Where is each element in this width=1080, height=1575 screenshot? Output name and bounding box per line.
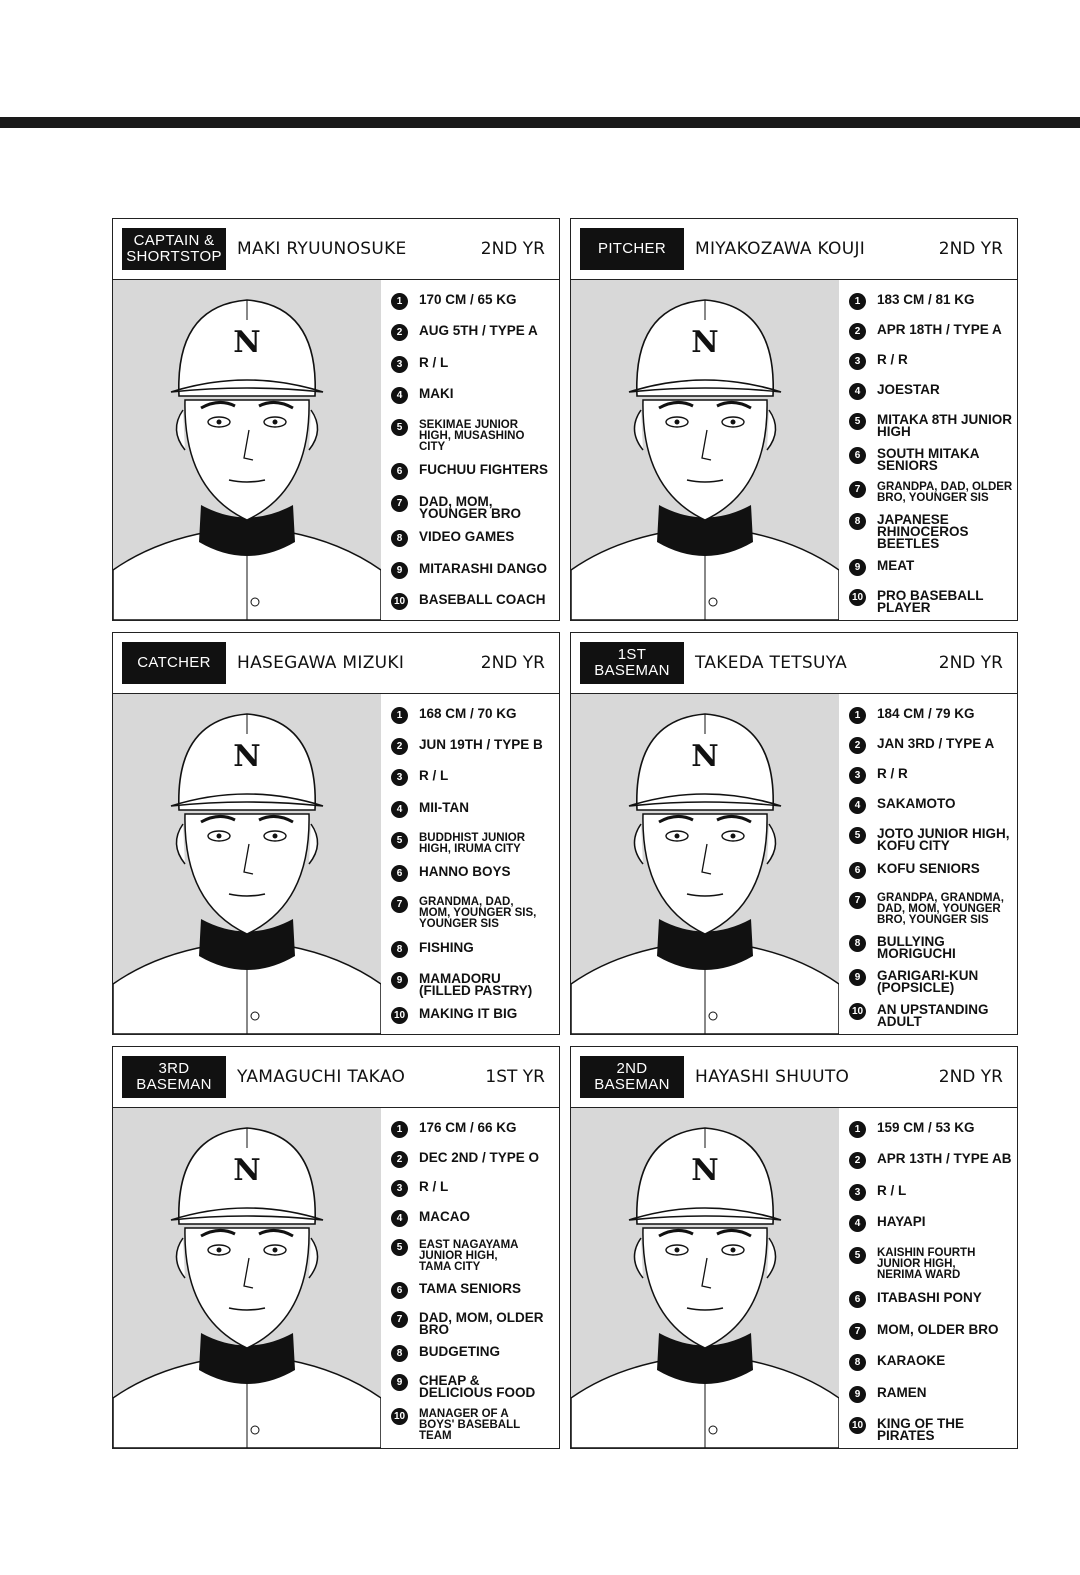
fact-text: R / L <box>419 354 449 370</box>
fact-number-badge: 7 <box>849 1323 866 1340</box>
fact-text: JOESTAR <box>877 382 940 397</box>
fact-text: MAKI <box>419 386 454 402</box>
fact-item <box>391 323 555 345</box>
fact-text: FUCHUU FIGHTERS <box>419 462 548 478</box>
fact-text: DAD, MOM, OLDER BRO <box>419 1310 544 1338</box>
fact-item <box>391 768 555 790</box>
fact-number-badge: 4 <box>391 387 408 404</box>
fact-text: APR 18TH / TYPE A <box>877 322 1002 337</box>
fact-text: 176 CM / 66 KG <box>419 1120 517 1135</box>
player-card-2 <box>570 218 1018 621</box>
fact-list <box>849 706 1013 1028</box>
fact-item <box>391 592 555 614</box>
fact-item <box>849 1246 1013 1281</box>
fact-item <box>849 796 1013 818</box>
fact-number-badge: 7 <box>391 495 408 512</box>
fact-number-badge: 1 <box>849 1121 866 1138</box>
fact-text: AN UPSTANDING ADULT <box>877 1001 989 1029</box>
fact-text: R / L <box>877 1182 907 1198</box>
fact-number-badge: 2 <box>391 1151 408 1168</box>
fact-number-badge: 7 <box>849 481 866 498</box>
fact-number-badge: 9 <box>391 562 408 579</box>
fact-number-badge: 3 <box>391 1180 408 1197</box>
player-card-5 <box>112 1046 560 1449</box>
fact-text: MEAT <box>877 558 915 573</box>
fact-number-badge: 9 <box>391 972 408 989</box>
player-card-1 <box>112 218 560 621</box>
fact-number-badge: 9 <box>849 1386 866 1403</box>
fact-item <box>849 861 1013 883</box>
fact-text: GRANDPA, DAD, OLDER BRO, YOUNGER SIS <box>877 481 1013 504</box>
fact-item <box>391 1407 555 1442</box>
fact-item <box>391 418 555 453</box>
fact-item <box>391 737 555 759</box>
fact-number-badge: 5 <box>849 413 866 430</box>
fact-number-badge: 7 <box>849 892 866 909</box>
fact-number-badge: 10 <box>391 1007 408 1024</box>
fact-item <box>849 934 1013 960</box>
player-portrait <box>571 1108 839 1448</box>
fact-number-badge: 2 <box>849 1152 866 1169</box>
fact-number-badge: 7 <box>391 896 408 913</box>
fact-number-badge: 1 <box>391 1121 408 1138</box>
fact-item <box>849 512 1013 550</box>
portrait-drawing <box>571 694 839 1034</box>
fact-item <box>849 1416 1013 1442</box>
player-portrait <box>113 280 381 620</box>
fact-item <box>391 1209 555 1231</box>
player-year: 2ND YR <box>938 239 1003 259</box>
fact-number-badge: 6 <box>849 447 866 464</box>
fact-item <box>391 1120 555 1142</box>
fact-number-badge: 4 <box>391 801 408 818</box>
fact-item <box>391 1310 555 1336</box>
fact-number-badge: 2 <box>391 324 408 341</box>
fact-number-badge: 7 <box>391 1311 408 1328</box>
fact-text: HAYAPI <box>877 1214 926 1230</box>
fact-item <box>849 891 1013 926</box>
fact-item <box>849 766 1013 788</box>
fact-item <box>391 494 555 520</box>
fact-text: GARIGARI-KUN (POPSICLE) <box>877 967 979 995</box>
fact-item <box>391 971 555 997</box>
fact-text: CHEAP & DELICIOUS FOOD <box>419 1373 536 1401</box>
fact-number-badge: 6 <box>391 463 408 480</box>
portrait-drawing <box>113 1108 381 1448</box>
fact-number-badge: 9 <box>849 559 866 576</box>
fact-number-badge: 2 <box>849 737 866 754</box>
fact-number-badge: 3 <box>849 767 866 784</box>
player-portrait <box>113 694 381 1034</box>
fact-text: 184 CM / 79 KG <box>877 706 975 721</box>
player-year: 2ND YR <box>938 653 1003 673</box>
card-header <box>571 633 1017 694</box>
fact-item <box>391 831 555 855</box>
fact-item <box>849 1353 1013 1375</box>
player-year: 1ST YR <box>485 1067 545 1087</box>
player-card-6 <box>570 1046 1018 1449</box>
fact-text: JUN 19TH / TYPE B <box>419 737 543 753</box>
fact-item <box>391 1281 555 1303</box>
fact-text: R / R <box>877 766 908 782</box>
fact-number-badge: 8 <box>391 941 408 958</box>
fact-text: HANNO BOYS <box>419 864 511 880</box>
fact-text: DAD, MOM, YOUNGER BRO <box>419 493 522 521</box>
fact-item <box>391 529 555 551</box>
portrait-drawing <box>113 694 381 1034</box>
fact-item <box>849 968 1013 994</box>
fact-text: MITARASHI DANGO <box>419 560 547 576</box>
fact-item <box>849 1214 1013 1236</box>
fact-item <box>391 1179 555 1201</box>
position-tag: 2ND BASEMAN <box>580 1056 684 1098</box>
fact-item <box>391 706 555 728</box>
fact-item <box>849 1120 1013 1142</box>
fact-text: KAISHIN FOURTH JUNIOR HIGH, NERIMA WARD <box>877 1246 976 1281</box>
fact-item <box>849 322 1013 344</box>
fact-text: VIDEO GAMES <box>419 529 515 545</box>
fact-number-badge: 3 <box>849 1184 866 1201</box>
fact-text: MITAKA 8TH JUNIOR HIGH <box>877 412 1012 439</box>
fact-number-badge: 8 <box>391 530 408 547</box>
fact-item <box>849 826 1013 852</box>
fact-number-badge: 6 <box>391 865 408 882</box>
player-name: YAMAGUCHI TAKAO <box>237 1067 406 1087</box>
fact-text: PRO BASEBALL PLAYER <box>877 588 984 615</box>
fact-item <box>391 800 555 822</box>
fact-text: MII-TAN <box>419 799 469 815</box>
fact-text: KARAOKE <box>877 1353 946 1369</box>
card-header <box>113 219 559 280</box>
player-name: TAKEDA TETSUYA <box>695 653 848 673</box>
fact-item <box>849 558 1013 580</box>
fact-number-badge: 5 <box>849 827 866 844</box>
fact-item <box>391 940 555 962</box>
fact-text: TAMA SENIORS <box>419 1280 522 1296</box>
fact-number-badge: 6 <box>391 1282 408 1299</box>
fact-number-badge: 5 <box>391 1239 408 1256</box>
position-tag: PITCHER <box>580 228 684 270</box>
fact-text: JOTO JUNIOR HIGH, KOFU CITY <box>877 826 1010 854</box>
position-tag: CATCHER <box>122 642 226 684</box>
position-tag: CAPTAIN & SHORTSTOP <box>122 228 226 270</box>
fact-text: R / L <box>419 1179 449 1195</box>
fact-text: BULLYING MORIGUCHI <box>877 933 956 961</box>
cap-logo: N <box>691 1153 719 1188</box>
portrait-drawing <box>571 1108 839 1448</box>
player-name: MIYAKOZAWA KOUJI <box>695 239 866 259</box>
fact-item <box>849 1183 1013 1205</box>
fact-text: SOUTH MITAKA SENIORS <box>877 446 980 473</box>
fact-number-badge: 5 <box>849 1247 866 1264</box>
fact-number-badge: 8 <box>849 1354 866 1371</box>
fact-number-badge: 10 <box>849 1003 866 1020</box>
fact-number-badge: 5 <box>391 832 408 849</box>
player-portrait <box>571 280 839 620</box>
player-year: 2ND YR <box>480 653 545 673</box>
fact-item <box>849 1322 1013 1344</box>
fact-number-badge: 9 <box>849 969 866 986</box>
fact-item <box>849 1002 1013 1028</box>
fact-number-badge: 10 <box>849 589 866 606</box>
fact-text: BASEBALL COACH <box>419 591 546 607</box>
card-header <box>571 1047 1017 1108</box>
cap-logo: N <box>691 325 719 360</box>
fact-text: BUDDHIST JUNIOR HIGH, IRUMA CITY <box>419 831 526 855</box>
fact-item <box>391 895 555 930</box>
cap-logo: N <box>691 739 719 774</box>
fact-item <box>391 1006 555 1028</box>
fact-text: MOM, OLDER BRO <box>877 1321 999 1337</box>
fact-number-badge: 1 <box>391 707 408 724</box>
fact-text: AUG 5TH / TYPE A <box>419 323 538 339</box>
fact-list <box>849 1120 1013 1442</box>
player-name: MAKI RYUUNOSUKE <box>237 239 407 259</box>
fact-item <box>849 412 1013 438</box>
player-name: HASEGAWA MIZUKI <box>237 653 405 673</box>
fact-text: KOFU SENIORS <box>877 860 980 876</box>
cap-logo: N <box>233 325 261 360</box>
fact-item <box>391 462 555 484</box>
fact-text: MAKING IT BIG <box>419 1005 518 1021</box>
fact-text: DEC 2ND / TYPE O <box>419 1149 540 1165</box>
fact-number-badge: 8 <box>391 1345 408 1362</box>
fact-number-badge: 10 <box>391 593 408 610</box>
fact-number-badge: 10 <box>849 1417 866 1434</box>
fact-item <box>391 1150 555 1172</box>
fact-text: SEKIMAE JUNIOR HIGH, MUSASHINO CITY <box>419 418 525 453</box>
fact-number-badge: 5 <box>391 419 408 436</box>
fact-text: GRANDPA, GRANDMA, DAD, MOM, YOUNGER BRO, YOUNGER SIS <box>877 891 1004 926</box>
fact-item <box>849 1385 1013 1407</box>
card-header <box>113 1047 559 1108</box>
fact-item <box>849 352 1013 374</box>
fact-item <box>849 588 1013 614</box>
player-name: HAYASHI SHUUTO <box>695 1067 850 1087</box>
fact-item <box>391 1344 555 1366</box>
fact-text: JAPANESE RHINOCEROS BEETLES <box>877 512 969 551</box>
fact-text: ITABASHI PONY <box>877 1290 982 1306</box>
fact-text: APR 13TH / TYPE AB <box>877 1151 1012 1167</box>
fact-number-badge: 1 <box>849 293 866 310</box>
portrait-drawing <box>113 280 381 620</box>
fact-text: EAST NAGAYAMA JUNIOR HIGH, TAMA CITY <box>419 1239 519 1274</box>
fact-item <box>849 1290 1013 1312</box>
top-rule <box>0 117 1080 128</box>
fact-number-badge: 4 <box>849 383 866 400</box>
fact-text: R / R <box>877 352 908 367</box>
fact-number-badge: 4 <box>849 1215 866 1232</box>
player-portrait <box>571 694 839 1034</box>
fact-text: KING OF THE PIRATES <box>877 1415 964 1443</box>
fact-item <box>391 561 555 583</box>
fact-text: R / L <box>419 768 449 784</box>
fact-text: SAKAMOTO <box>877 796 956 812</box>
fact-item <box>391 355 555 377</box>
position-tag: 3RD BASEMAN <box>122 1056 226 1098</box>
fact-list <box>391 1120 555 1442</box>
fact-item <box>391 1373 555 1399</box>
player-year: 2ND YR <box>480 239 545 259</box>
fact-number-badge: 6 <box>849 1291 866 1308</box>
fact-text: MANAGER OF A BOYS' BASEBALL TEAM <box>419 1407 521 1442</box>
fact-number-badge: 4 <box>849 797 866 814</box>
player-year: 2ND YR <box>938 1067 1003 1087</box>
fact-item <box>849 382 1013 404</box>
fact-text: FISHING <box>419 939 474 955</box>
cap-logo: N <box>233 739 261 774</box>
fact-list <box>391 706 555 1028</box>
fact-text: JAN 3RD / TYPE A <box>877 736 995 752</box>
fact-text: 159 CM / 53 KG <box>877 1120 975 1135</box>
fact-item <box>849 706 1013 728</box>
fact-text: GRANDMA, DAD, MOM, YOUNGER SIS, YOUNGER SIS <box>419 896 537 931</box>
fact-item <box>849 446 1013 472</box>
fact-text: MAMADORU (FILLED PASTRY) <box>419 970 533 998</box>
cap-logo: N <box>233 1153 261 1188</box>
fact-item <box>391 292 555 314</box>
fact-number-badge: 8 <box>849 935 866 952</box>
fact-number-badge: 2 <box>391 738 408 755</box>
fact-number-badge: 2 <box>849 323 866 340</box>
fact-number-badge: 3 <box>391 769 408 786</box>
fact-text: BUDGETING <box>419 1343 500 1359</box>
portrait-drawing <box>571 280 839 620</box>
fact-number-badge: 3 <box>391 356 408 373</box>
player-card-4 <box>570 632 1018 1035</box>
fact-item <box>849 292 1013 314</box>
fact-item <box>849 736 1013 758</box>
fact-number-badge: 6 <box>849 862 866 879</box>
fact-number-badge: 9 <box>391 1374 408 1391</box>
fact-number-badge: 10 <box>391 1408 408 1425</box>
fact-item <box>849 1151 1013 1173</box>
fact-list <box>391 292 555 614</box>
fact-number-badge: 3 <box>849 353 866 370</box>
fact-text: MACAO <box>419 1208 470 1224</box>
fact-item <box>391 1238 555 1273</box>
card-header <box>571 219 1017 280</box>
position-tag: 1ST BASEMAN <box>580 642 684 684</box>
fact-number-badge: 8 <box>849 513 866 530</box>
fact-text: 168 CM / 70 KG <box>419 706 517 721</box>
fact-text: 183 CM / 81 KG <box>877 292 975 307</box>
fact-item <box>391 864 555 886</box>
player-portrait <box>113 1108 381 1448</box>
card-header <box>113 633 559 694</box>
fact-list <box>849 292 1013 614</box>
fact-number-badge: 1 <box>849 707 866 724</box>
fact-number-badge: 1 <box>391 293 408 310</box>
player-card-3 <box>112 632 560 1035</box>
fact-text: RAMEN <box>877 1384 927 1400</box>
fact-item <box>849 480 1013 504</box>
fact-number-badge: 4 <box>391 1210 408 1227</box>
fact-item <box>391 386 555 408</box>
fact-text: 170 CM / 65 KG <box>419 292 517 307</box>
